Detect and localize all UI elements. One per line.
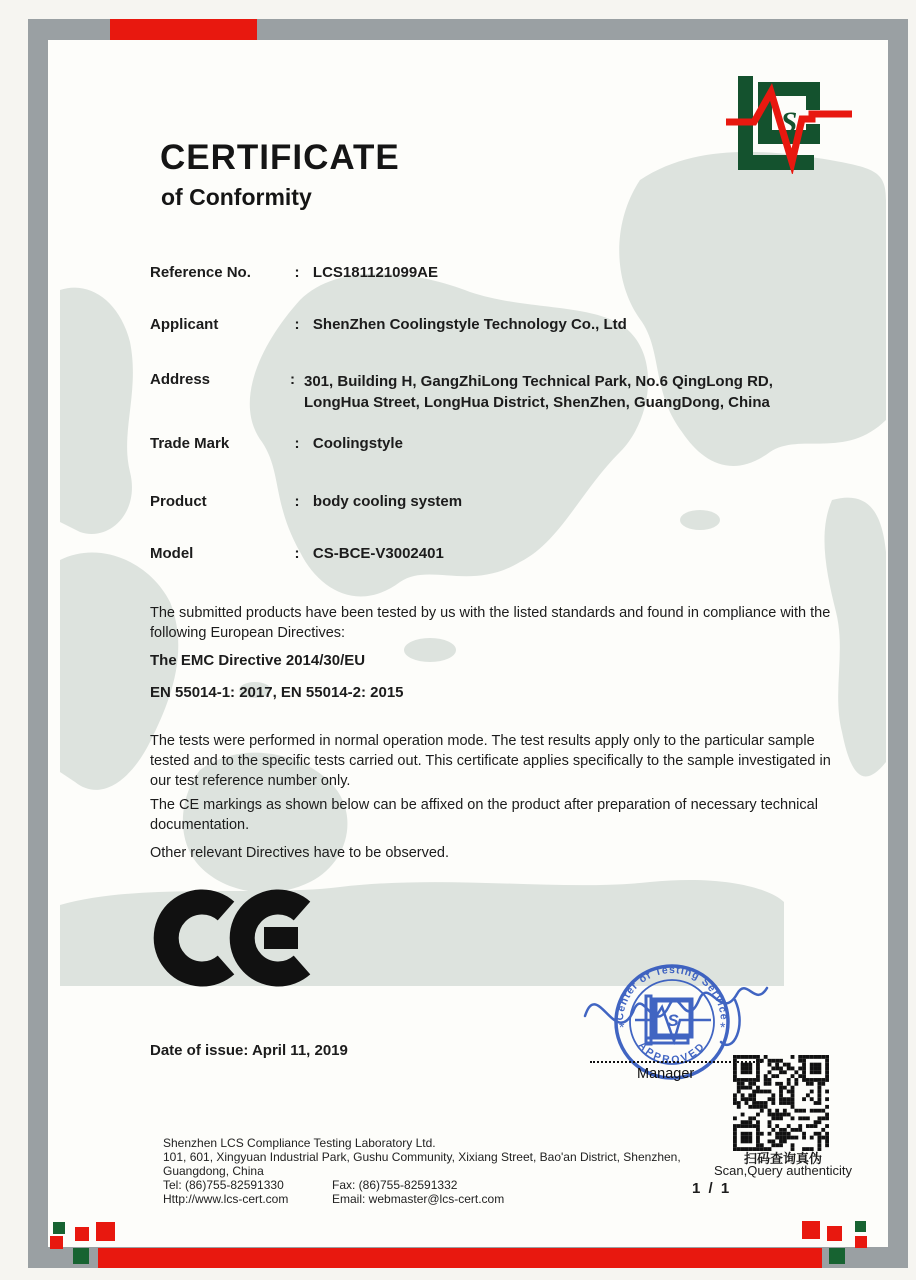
stamp-star-right: * (720, 1019, 726, 1035)
logo-s-letter: S (780, 105, 798, 139)
field-value: ShenZhen Coolingstyle Technology Co., Ltd (312, 316, 627, 333)
directive-line: The EMC Directive 2014/30/EU (150, 652, 366, 669)
field-label: Address (150, 371, 211, 388)
deco-square (96, 1222, 115, 1241)
field-colon: : (294, 545, 300, 562)
signer-role: Manager (637, 1066, 695, 1082)
deco-square (827, 1226, 842, 1241)
stamp-ring-top-text: Center of Testing Service (613, 964, 731, 1022)
field-colon: : (290, 371, 295, 388)
ce-mark-icon (152, 888, 312, 988)
field-value: LCS181121099AE (312, 264, 438, 281)
footer-email: Email: webmaster@lcs-cert.com (332, 1192, 505, 1206)
field-value: Coolingstyle (312, 435, 403, 452)
field-row-address (150, 371, 809, 413)
field-row-reference (150, 262, 818, 283)
page-number: 1 / 1 (692, 1180, 732, 1197)
frame-top-red-segment (110, 19, 257, 40)
page-subtitle: of Conformity (161, 184, 312, 210)
field-colon: : (294, 435, 300, 452)
field-label: Model (150, 545, 194, 562)
footer-address-2: Guangdong, China (163, 1164, 264, 1178)
field-label: Trade Mark (150, 435, 230, 452)
deco-square (75, 1227, 89, 1241)
stamp-star-left: * (619, 1019, 625, 1035)
frame-left (28, 19, 48, 1268)
frame-right (888, 19, 908, 1268)
field-row-applicant (150, 314, 818, 335)
qr-code (733, 1055, 829, 1151)
field-label: Reference No. (150, 264, 251, 281)
qr-caption-en: Scan,Query authenticity (713, 1163, 853, 1178)
stamp-ring-bottom-text: APPROVED (635, 1039, 709, 1067)
footer-company: Shenzhen LCS Compliance Testing Laboratory Ltd. (163, 1136, 436, 1150)
qr-caption-zh: 扫码查询真伪 (743, 1151, 822, 1166)
field-label: Product (150, 493, 207, 510)
footer-address-1: 101, 601, Xingyuan Industrial Park, Gushu Community, Xixiang Street, Bao'an District, Shenzhen, (163, 1150, 681, 1164)
page-title: CERTIFICATE (160, 138, 400, 177)
stamp-s-letter: S (667, 1011, 679, 1030)
ce-markings-paragraph: The CE markings as shown below can be affixed on the product after preparation of necessary technical documentation. (150, 797, 818, 833)
standards-line: EN 55014-1: 2017, EN 55014-2: 2015 (150, 684, 404, 701)
footer-fax: Fax: (86)755-82591332 (332, 1178, 458, 1192)
footer-website: Http://www.lcs-cert.com (163, 1192, 289, 1206)
deco-square (855, 1221, 866, 1232)
other-directives-paragraph: Other relevant Directives have to be observed. (150, 845, 450, 861)
deco-square (829, 1248, 845, 1264)
field-colon: : (294, 493, 300, 510)
footer-tel: Tel: (86)755-82591330 (163, 1178, 284, 1192)
deco-square (53, 1222, 65, 1234)
deco-square (73, 1248, 89, 1264)
intro-paragraph: The submitted products have been tested by us with the listed standards and found in compliance with the following European Directives: (150, 605, 831, 641)
deco-square (855, 1236, 867, 1248)
field-colon: : (294, 264, 300, 281)
field-colon: : (294, 316, 300, 333)
field-row-trademark (150, 433, 818, 454)
field-label: Applicant (150, 316, 219, 333)
test-scope-paragraph: The tests were performed in normal operation mode. The test results apply only to the particular sample tested and to the specific tests carried out. This certificate applies specifically to the sample investigated in our test reference number only. (150, 733, 831, 789)
frame-bottom-red-bar (98, 1248, 822, 1268)
lcs-logo (724, 74, 854, 174)
field-row-product (150, 491, 818, 512)
field-value: 301, Building H, GangZhiLong Technical Park, No.6 QingLong RD, LongHua Street, LongHua District, ShenZhen, GuangDong, China (304, 373, 773, 411)
deco-square (802, 1221, 820, 1239)
deco-square (50, 1236, 63, 1249)
field-row-model (150, 543, 818, 564)
field-value: CS-BCE-V3002401 (312, 545, 444, 562)
date-of-issue: Date of issue: April 11, 2019 (150, 1042, 348, 1059)
field-value: body cooling system (312, 493, 463, 510)
